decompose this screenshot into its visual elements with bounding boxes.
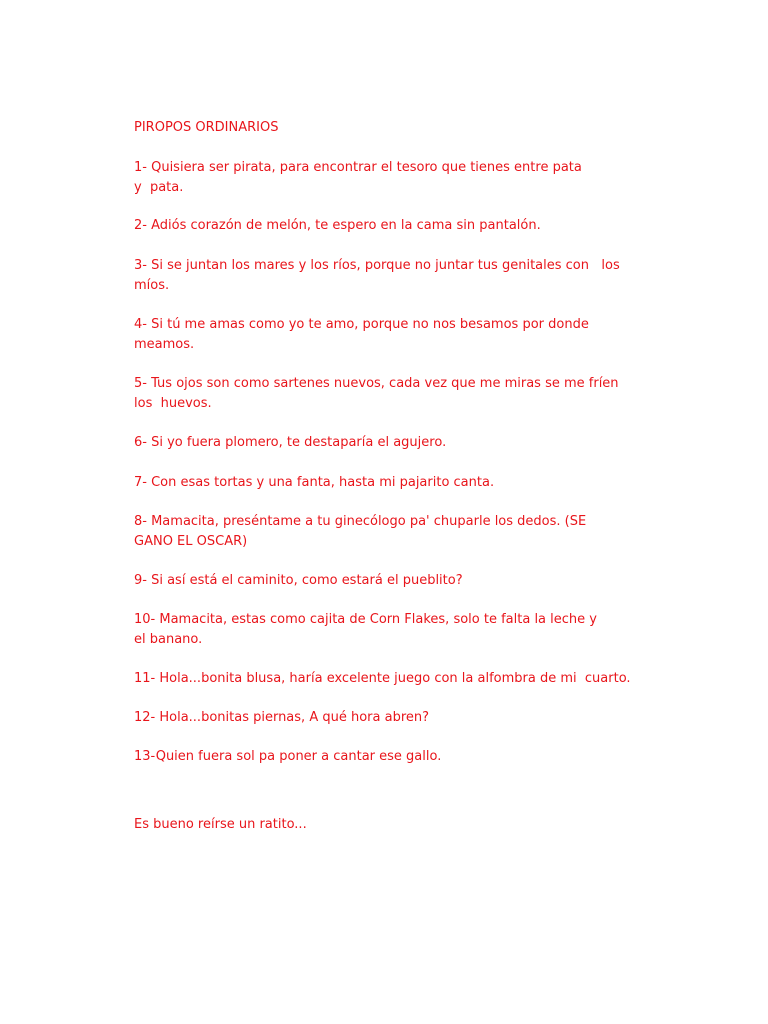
list-item-11-line-1: 11- Hola...bonita blusa, haría excelente juego con la alfombra de mi cuarto. [134,671,631,686]
list-item-6-line-1: 6- Si yo fuera plomero, te destaparía el agujero. [134,435,447,450]
list-item-13-line-1: 13-Quien fuera sol pa poner a cantar ese gallo. [134,749,442,764]
list-item-7-line-1: 7- Con esas tortas y una fanta, hasta mi pajarito canta. [134,475,495,490]
list-item-1-line-1: 1- Quisiera ser pirata, para encontrar el tesoro que tienes entre pata [134,160,582,175]
list-item-1-line-2: y pata. [134,180,184,195]
list-item-2-line-1: 2- Adiós corazón de melón, te espero en la cama sin pantalón. [134,218,541,233]
list-item-8-line-1: 8- Mamacita, preséntame a tu ginecólogo pa' chuparle los dedos. (SE [134,514,587,529]
list-item-3-line-1: 3- Si se juntan los mares y los ríos, porque no juntar tus genitales con los [134,258,620,273]
closing-line: Es bueno reírse un ratito... [134,817,307,832]
list-item-8-line-2: GANO EL OSCAR) [134,534,248,549]
list-item-4-line-2: meamos. [134,337,195,352]
list-item-10-line-2: el banano. [134,632,203,647]
list-item-12-line-1: 12- Hola...bonitas piernas, A qué hora abren? [134,710,430,725]
list-item-5-line-2: los huevos. [134,396,212,411]
list-item-3-line-2: míos. [134,278,170,293]
list-item-4-line-1: 4- Si tú me amas como yo te amo, porque no nos besamos por donde [134,317,589,332]
document-body [134,118,634,858]
document-title: PIROPOS ORDINARIOS [134,120,279,135]
list-item-10-line-1: 10- Mamacita, estas como cajita de Corn Flakes, solo te falta la leche y [134,612,597,627]
list-item-5-line-1: 5- Tus ojos son como sartenes nuevos, cada vez que me miras se me fríen [134,376,619,391]
list-item-9-line-1: 9- Si así está el caminito, como estará el pueblito? [134,573,463,588]
